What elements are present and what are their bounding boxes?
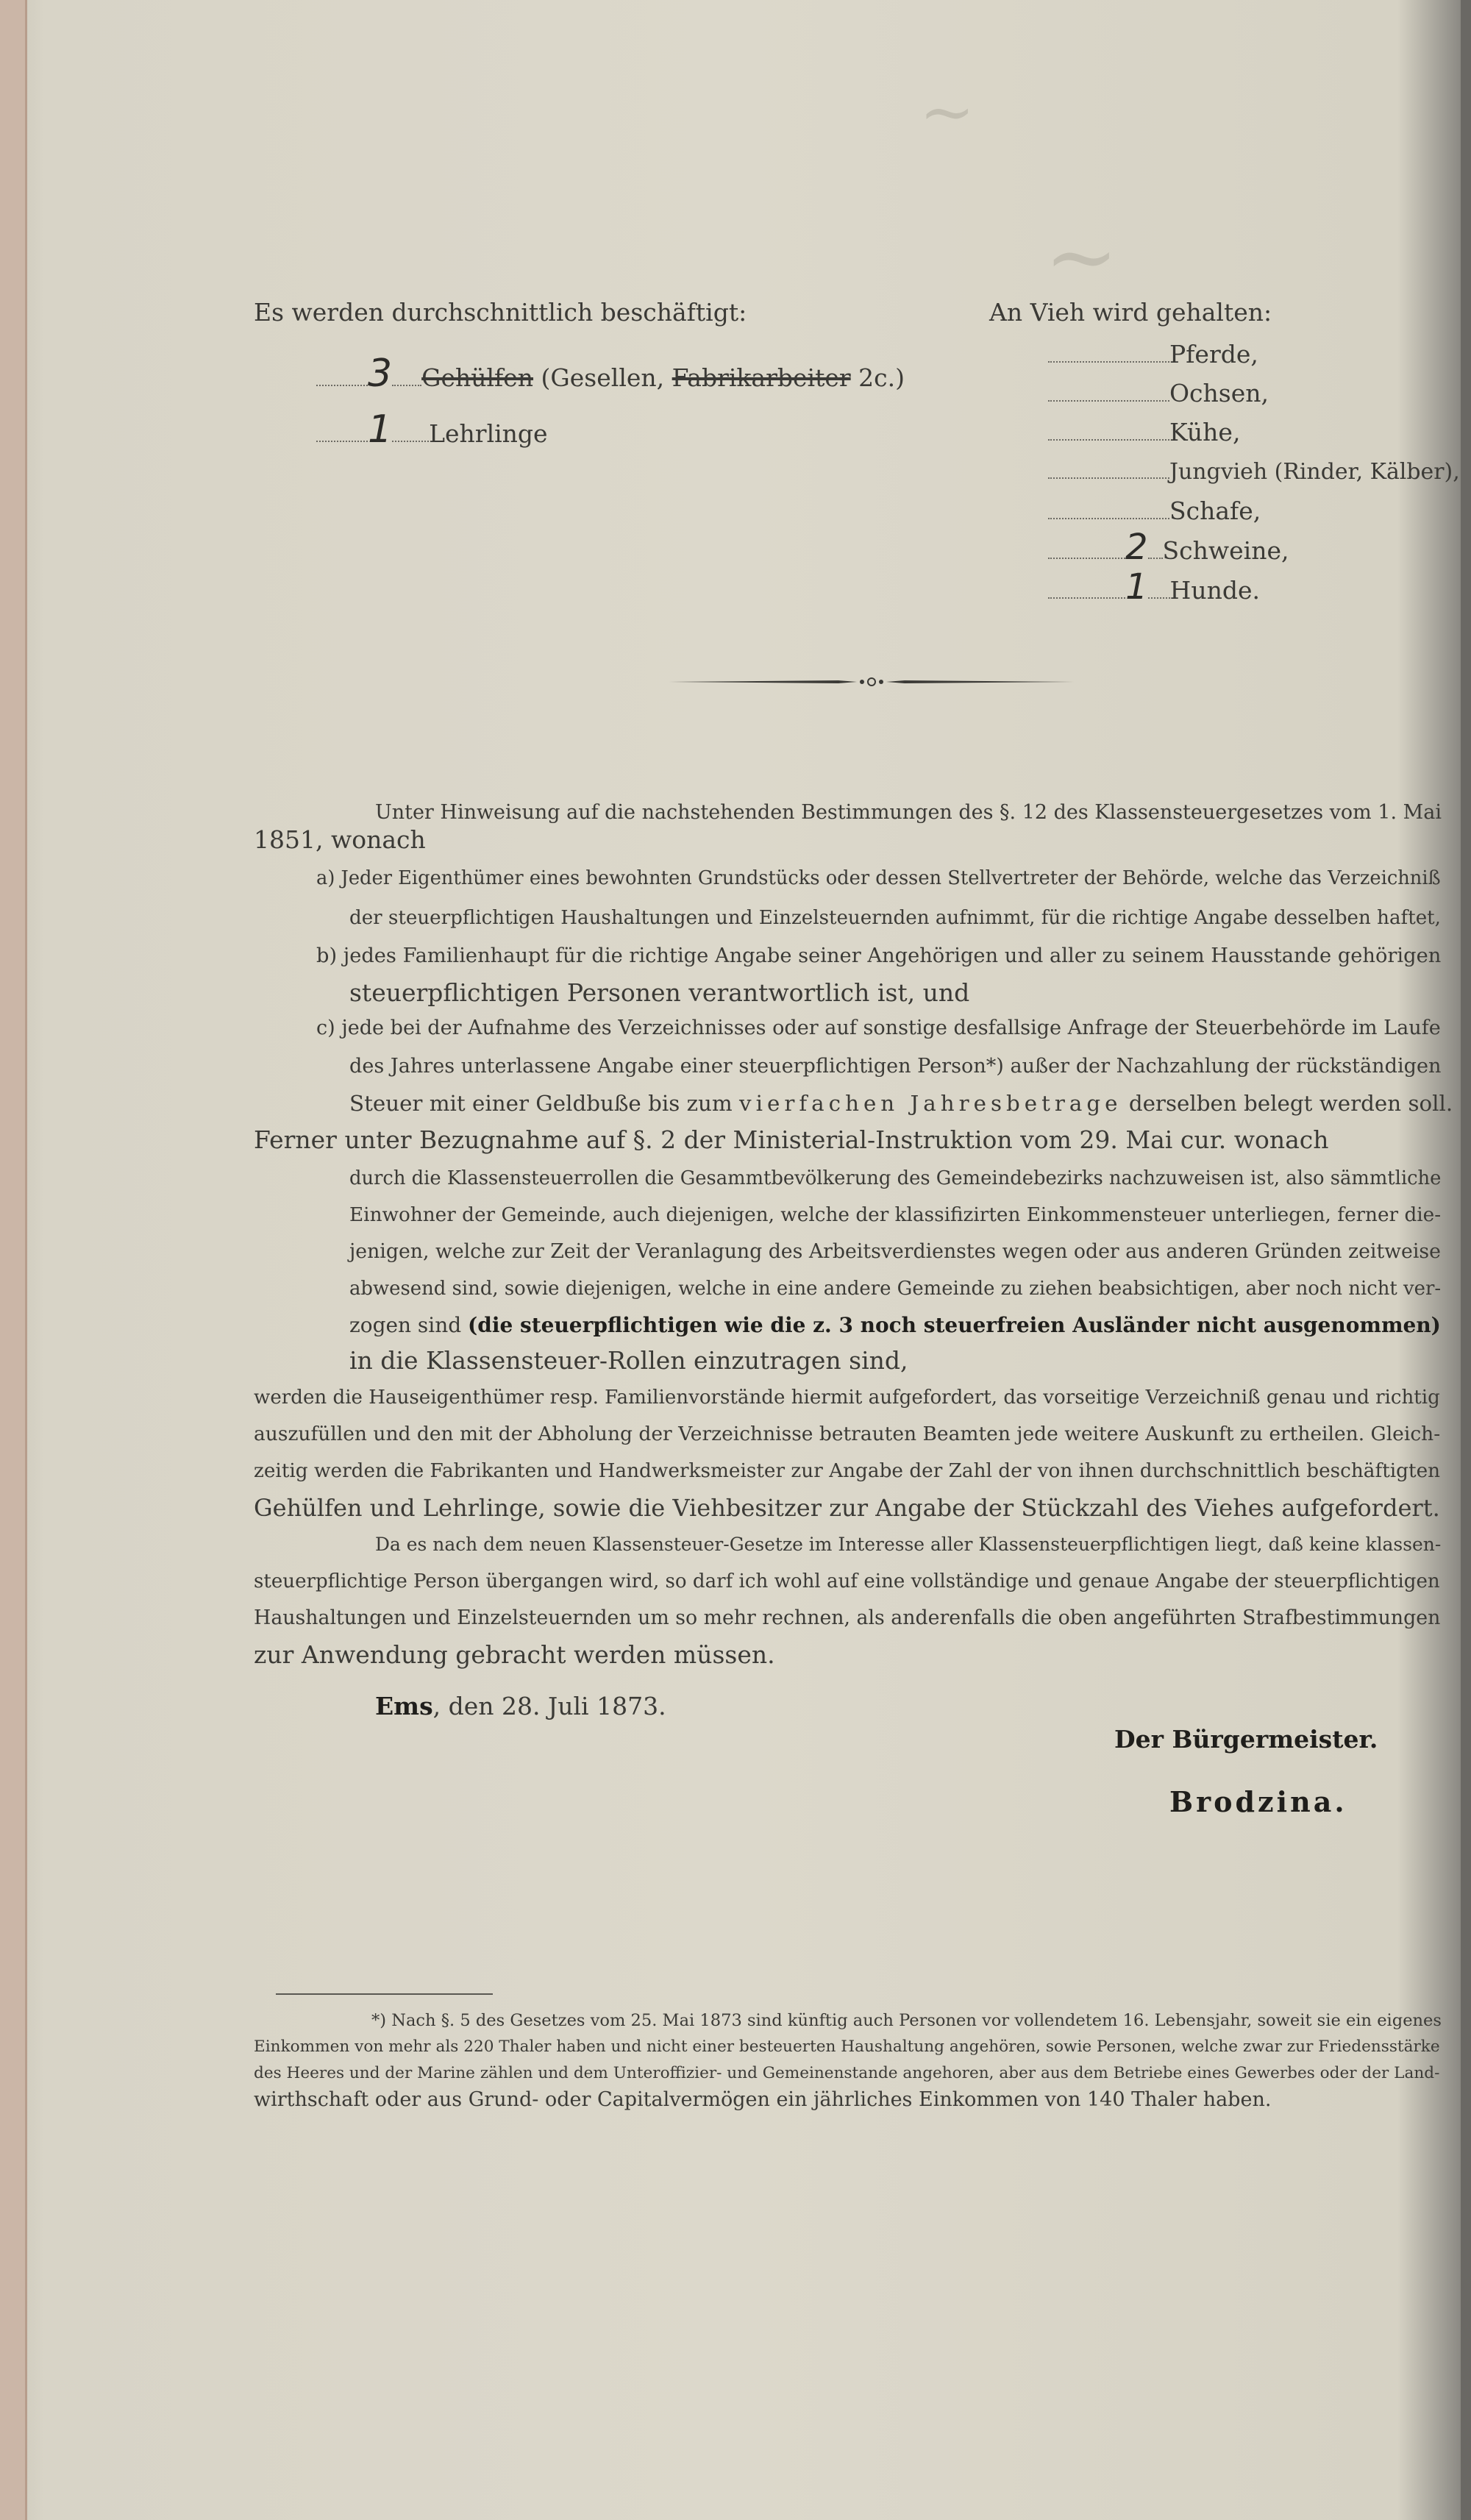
- fill-line: [1148, 558, 1163, 559]
- livestock-label: Schafe,: [1169, 496, 1261, 525]
- binding-strip: [0, 0, 27, 2520]
- emphasis-spaced: vierfachen Jahresbetrage: [739, 1091, 1122, 1116]
- fill-line: [1148, 597, 1170, 599]
- body-line: werden die Hauseigenthümer resp. Familienvorstände hiermit aufgefordert, das vorseitige Verzeichniß genau und richtig: [254, 1387, 1440, 1409]
- clause-a-cont: der steuerpflichtigen Haushaltungen und Einzelsteuernden aufnimmt, für die richtige Angabe desselben haftet,: [349, 907, 1441, 929]
- fill-line: [1048, 477, 1169, 479]
- fill-line: [1048, 597, 1125, 599]
- livestock-row: [1048, 418, 1240, 447]
- struck-word-fabrikarbeiter: Fabrikarbeiter: [672, 363, 851, 392]
- page-edge-shadow: [1461, 0, 1471, 2520]
- livestock-label: Schweine,: [1162, 536, 1289, 565]
- livestock-label: Pferde,: [1169, 340, 1258, 369]
- clause-b-cont: steuerpflichtigen Personen verantwortlich ist, und: [349, 978, 970, 1007]
- fill-line: [1048, 400, 1169, 402]
- text-run: zogen sind: [349, 1313, 469, 1337]
- mayor-name: Brodzina.: [1169, 1785, 1347, 1818]
- body-line: Haushaltungen und Einzelsteuernden um so mehr rechnen, als anderenfalls die oben angeführten Strafbestimmungen: [254, 1606, 1441, 1629]
- livestock-label: Jungvieh (Rinder, Kälber),: [1169, 459, 1460, 485]
- livestock-row: [1048, 458, 1460, 487]
- livestock-label: Kühe,: [1169, 418, 1241, 446]
- livestock-label: Hunde.: [1169, 576, 1260, 605]
- livestock-count: 1: [1125, 566, 1148, 608]
- fill-line: [1048, 518, 1169, 519]
- fill-line: [392, 385, 421, 386]
- instruction-line: abwesend sind, sowie diejenigen, welche in eine andere Gemeinde zu ziehen beabsichtigen, aber noch nicht ver-: [349, 1278, 1442, 1300]
- apprentices-count: 1: [368, 407, 393, 452]
- livestock-heading: An Vieh wird gehalten:: [989, 298, 1272, 327]
- row-text: (Gesellen,: [533, 363, 672, 392]
- livestock-row: [1048, 340, 1258, 369]
- fill-line: [316, 441, 368, 442]
- place-date: [375, 1692, 666, 1721]
- body-line: Da es nach dem neuen Klassensteuer-Gesetze im Interesse aller Klassensteuerpflichtigen liegt, daß keine klassen-: [375, 1534, 1442, 1555]
- struck-word-gehuelfen: Gehülfen: [421, 363, 534, 392]
- livestock-count: 2: [1125, 527, 1148, 568]
- fill-line: [1048, 361, 1169, 363]
- livestock-row: [1048, 496, 1261, 526]
- body-line: Unter Hinweisung auf die nachstehenden Bestimmungen des §. 12 des Klassensteuergesetzes vom 1. Mai: [375, 801, 1442, 824]
- body-line: 1851, wonach: [254, 825, 426, 854]
- text-run: derselben belegt werden soll.: [1122, 1091, 1453, 1116]
- fill-line: [392, 441, 429, 442]
- body-line: zur Anwendung gebracht werden müssen.: [254, 1640, 775, 1669]
- apprentices-label: Lehrlinge: [429, 419, 548, 448]
- livestock-row: [1048, 379, 1269, 408]
- body-line: auszufüllen und den mit der Abholung der Verzeichnisse betrauten Beamten jede weitere Auskunft zu ertheilen. Gleich-: [254, 1423, 1441, 1445]
- emphasis-bold: (die steuerpflichtigen wie die z. 3 noch steuerfreien Ausländer nicht ausgenommen): [468, 1313, 1441, 1337]
- instruction-line: durch die Klassensteuerrollen die Gesammtbevölkerung des Gemeindebezirks nachzuweisen ist, also sämmtliche: [349, 1167, 1442, 1189]
- fill-line: [1048, 558, 1125, 559]
- place-name: Ems: [375, 1692, 433, 1720]
- bleed-through-mark: ~: [919, 74, 975, 151]
- text-run: Steuer mit einer Geldbuße bis zum: [349, 1091, 740, 1116]
- assistants-count: 3: [368, 352, 393, 396]
- instruction-line: jenigen, welche zur Zeit der Veranlagung des Arbeitsverdienstes wegen oder aus anderen Gründen zeitweise: [349, 1240, 1441, 1263]
- body-line: zeitig werden die Fabrikanten und Handwerksmeister zur Angabe der Zahl der von ihnen durchschnittlich beschäftigten: [254, 1460, 1441, 1482]
- livestock-label: Ochsen,: [1169, 379, 1269, 407]
- livestock-row: [1048, 568, 1260, 606]
- fill-line: [1048, 439, 1169, 441]
- clause-c-cont: des Jahres unterlassene Angabe einer steuerpflichtigen Person*) außer der Nachzahlung der rückständigen: [349, 1055, 1442, 1078]
- footnote-line: wirthschaft oder aus Grund- oder Capitalvermögen ein jährliches Einkommen von 140 Thaler haben.: [254, 2088, 1272, 2111]
- body-line: Ferner unter Bezugnahme auf §. 2 der Ministerial-Instruktion vom 29. Mai cur. wonach: [254, 1125, 1329, 1154]
- footnote-line: des Heeres und der Marine zählen und dem Unteroffizier- und Gemeinenstande angehoren, aber aus dem Betriebe eines Gewerbes oder der Land-: [254, 2064, 1440, 2082]
- instruction-line: in die Klassensteuer-Rollen einzutragen sind,: [349, 1346, 908, 1375]
- footnote-line: *) Nach §. 5 des Gesetzes vom 25. Mai 1873 sind künftig auch Personen vor vollendetem 16. Lebensjahr, soweit sie ein eigenes: [371, 2011, 1442, 2030]
- workers-row-apprentices: [316, 407, 548, 452]
- instruction-line: [349, 1311, 1441, 1340]
- workers-heading: Es werden durchschnittlich beschäftigt:: [254, 298, 747, 327]
- clause-c-cont: [349, 1089, 1453, 1118]
- footnote-line: Einkommen von mehr als 220 Thaler haben und nicht einer besteuerten Haushaltung angehören, sowie Personen, welche zwar zur Friedensstärke: [254, 2037, 1440, 2056]
- fill-line: [316, 385, 368, 386]
- ornament-divider: [669, 677, 1074, 687]
- row-text: 2c.): [850, 363, 905, 392]
- clause-a: a) Jeder Eigenthümer eines bewohnten Grundstücks oder dessen Stellvertreter der Behörde, welche das Verzeichniß: [316, 867, 1441, 889]
- clause-b: b) jedes Familienhaupt für die richtige Angabe seiner Angehörigen und aller zu seinem Hausstande gehörigen: [316, 944, 1442, 967]
- body-line: steuerpflichtige Person übergangen wird, so darf ich wohl auf eine vollständige und genaue Angabe der steuerpflichtigen: [254, 1570, 1440, 1592]
- clause-c: c) jede bei der Aufnahme des Verzeichnisses oder auf sonstige desfallsige Anfrage der Steuerbehörde im Laufe: [316, 1017, 1441, 1039]
- body-line: Gehülfen und Lehrlinge, sowie die Viehbesitzer zur Angabe der Stückzahl des Viehes aufgefordert.: [254, 1494, 1440, 1522]
- workers-row-assistants: [316, 352, 905, 396]
- date-text: , den 28. Juli 1873.: [432, 1692, 666, 1720]
- mayor-title: Der Bürgermeister.: [1114, 1725, 1378, 1754]
- instruction-line: Einwohner der Gemeinde, auch diejenigen, welche der klassifizirten Einkommensteuer unterliegen, ferner die-: [349, 1204, 1442, 1226]
- livestock-row: [1048, 528, 1289, 566]
- bleed-through-mark: ~: [1044, 206, 1119, 308]
- footnote-rule: [276, 1993, 493, 1995]
